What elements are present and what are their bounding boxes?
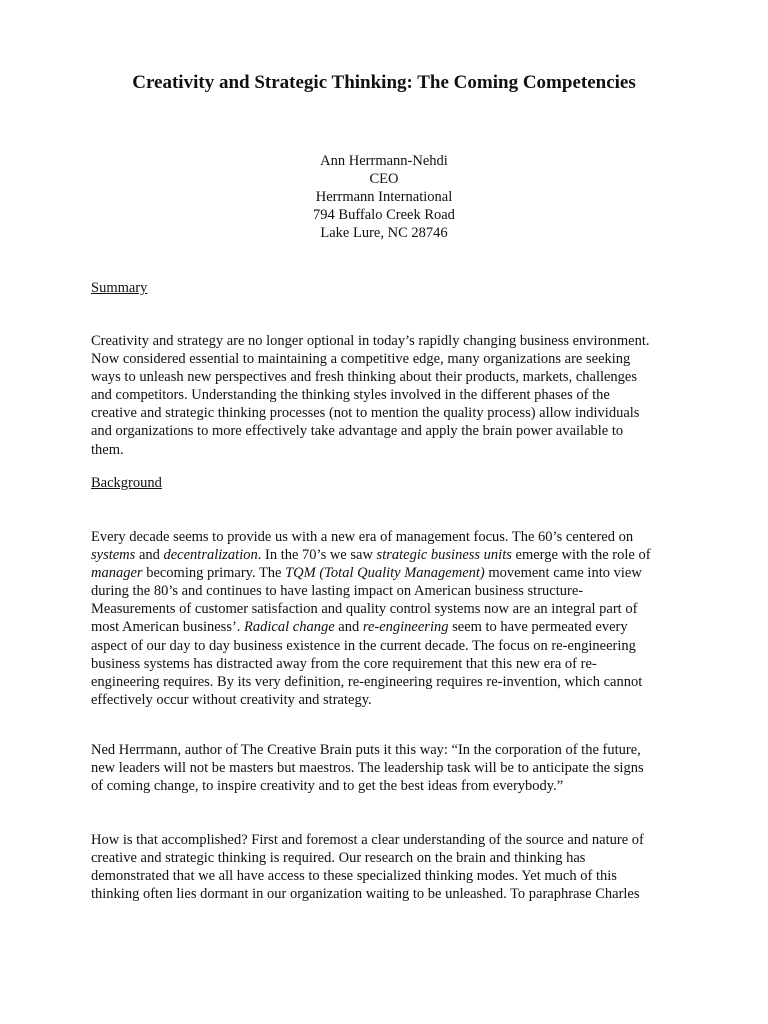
term-re-engineering: re-engineering [362, 619, 449, 636]
author-street: 794 Buffalo Creek Road [313, 207, 455, 224]
summary-line: and organizations to more effectively take advantage and apply the brain power available to [91, 423, 624, 440]
summary-heading: Summary [91, 280, 148, 296]
term-strategic-business-units: strategic business units [376, 547, 512, 564]
background-line: Every decade seems to provide us with a new era of management focus. The 60’s centered on [91, 529, 634, 545]
summary-line: creative and strategic thinking processes (not to mention the quality process) allow individuals [91, 405, 640, 422]
background-paragraph [91, 528, 691, 709]
author-block [0, 152, 768, 242]
final-line: thinking often lies dormant in our organization waiting to be unleashed. To paraphrase Charles [91, 886, 640, 903]
author-city: Lake Lure, NC 28746 [320, 225, 448, 242]
text-run: and [334, 619, 363, 636]
text-run: and [135, 547, 164, 564]
background-line: business systems has distracted away from the core requirement that this new era of re- [91, 655, 597, 672]
text-run: seem to have permeated every [448, 619, 628, 636]
term-tqm: TQM (Total Quality Management) [285, 565, 485, 582]
summary-line: Now considered essential to maintaining a competitive edge, many organizations are seeking [91, 351, 631, 368]
background-heading: Background [91, 475, 162, 491]
background-line: Measurements of customer satisfaction and quality control systems now are an integral part of [91, 601, 638, 618]
background-line: aspect of our day to day business existence in the current decade. The focus on re-engineering [91, 637, 636, 654]
term-systems: systems [91, 547, 136, 564]
author-role: CEO [369, 171, 399, 188]
background-line [91, 564, 691, 582]
author-name: Ann Herrmann-Nehdi [320, 153, 448, 169]
term-radical-change: Radical change [244, 619, 335, 636]
final-line: creative and strategic thinking is required. Our research on the brain and thinking has [91, 850, 586, 867]
term-decentralization: decentralization [163, 547, 258, 564]
author-company: Herrmann International [315, 189, 453, 206]
background-line: during the 80’s and continues to have lasting impact on American business structure- [91, 583, 584, 600]
text-run: becoming primary. The [142, 565, 286, 582]
quote-line: of coming change, to inspire creativity and to get the best ideas from everybody.” [91, 778, 564, 795]
quote-paragraph [91, 741, 691, 795]
background-line [91, 618, 691, 636]
text-run: emerge with the role of [511, 547, 651, 564]
final-line: demonstrated that we all have access to these specialized thinking modes. Yet much of this [91, 868, 617, 885]
quote-line: new leaders will not be masters but maestros. The leadership task will be to anticipate the signs [91, 760, 644, 777]
term-manager: manager [91, 565, 143, 582]
text-run: . In the 70’s we saw [257, 547, 377, 564]
quote-line: Ned Herrmann, author of The Creative Brain puts it this way: “In the corporation of the future, [91, 742, 641, 758]
summary-line: ways to unleash new perspectives and fresh thinking about their products, markets, challenges [91, 369, 638, 386]
summary-paragraph [91, 332, 691, 459]
summary-line: Creativity and strategy are no longer optional in today’s rapidly changing business environment. [91, 333, 650, 349]
summary-line: them. [91, 441, 124, 458]
text-run: most American business’. [91, 619, 245, 636]
background-line: effectively occur without creativity and strategy. [91, 691, 372, 708]
background-line [91, 546, 691, 564]
final-line: How is that accomplished? First and foremost a clear understanding of the source and nature of [91, 832, 644, 848]
background-line: engineering requires. By its very definition, re-engineering requires re-invention, which cannot [91, 673, 643, 690]
summary-line: and competitors. Understanding the thinking styles involved in the different phases of the [91, 387, 610, 404]
document-title: Creativity and Strategic Thinking: The Coming Competencies [132, 72, 636, 93]
final-paragraph [91, 831, 691, 903]
text-run: movement came into view [484, 565, 642, 582]
